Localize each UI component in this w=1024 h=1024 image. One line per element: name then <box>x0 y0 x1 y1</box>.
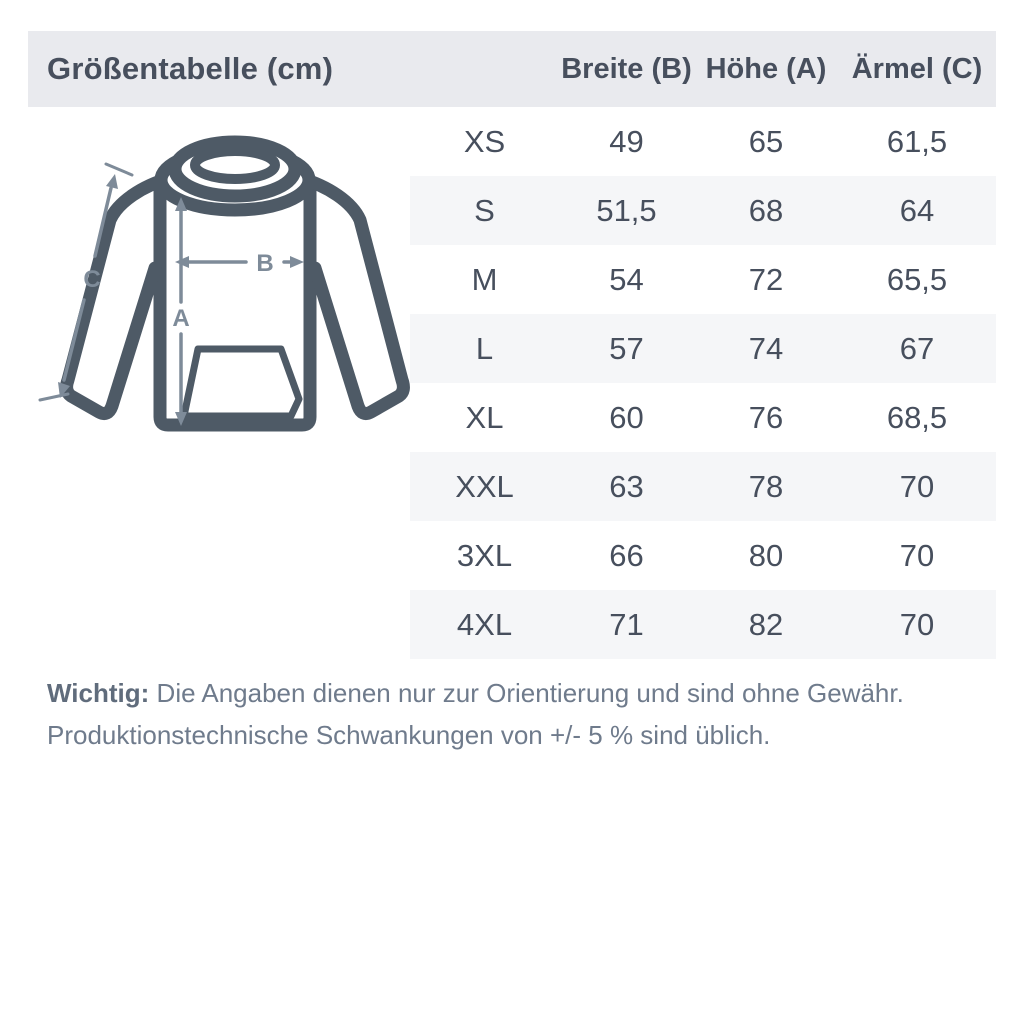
table-row-xxl <box>410 452 996 521</box>
table-row-s <box>410 176 996 245</box>
label-a: A <box>172 305 190 332</box>
header-bar <box>28 31 996 107</box>
table-row-m <box>410 245 996 314</box>
aermel-value: 70 <box>899 537 935 573</box>
page-title: Größentabelle (cm) <box>47 51 334 86</box>
size-label: XL <box>465 399 504 435</box>
hoehe-value: 80 <box>748 537 784 573</box>
hoodie-diagram <box>36 128 416 450</box>
label-b: B <box>256 250 274 277</box>
size-label: L <box>475 330 494 366</box>
breite-value: 54 <box>609 261 644 297</box>
footer-line-2: Produktionstechnische Schwankungen von +/- 5 % sind üblich. <box>47 720 771 750</box>
aermel-value: 61,5 <box>886 123 948 159</box>
aermel-value: 70 <box>899 606 935 642</box>
table-row-xl <box>410 383 996 452</box>
label-c: C <box>83 266 101 293</box>
table-row-l <box>410 314 996 383</box>
hoehe-value: 78 <box>748 468 784 504</box>
size-label: 4XL <box>456 606 513 642</box>
breite-value: 71 <box>609 606 644 642</box>
aermel-value: 65,5 <box>886 261 948 297</box>
breite-value: 49 <box>609 123 644 159</box>
table-row-4xl <box>410 590 996 659</box>
hoehe-value: 65 <box>748 123 784 159</box>
hoehe-value: 82 <box>748 606 784 642</box>
size-label: XS <box>463 123 506 159</box>
column-header-breite: Breite (B) <box>561 52 692 85</box>
column-header-aermel: Ärmel (C) <box>851 52 983 85</box>
size-label: XXL <box>455 468 514 504</box>
table-row-3xl <box>410 521 996 590</box>
footer-bold-label: Wichtig: <box>47 678 150 708</box>
column-header-hoehe: Höhe (A) <box>705 52 827 85</box>
size-label: 3XL <box>456 537 513 573</box>
footer-text-1: Die Angaben dienen nur zur Orientierung und sind ohne Gewähr. <box>156 678 904 708</box>
aermel-value: 68,5 <box>886 399 948 435</box>
aermel-value: 70 <box>899 468 935 504</box>
size-label: M <box>471 261 498 297</box>
hoehe-value: 76 <box>748 399 784 435</box>
breite-value: 51,5 <box>596 192 657 228</box>
footer-note <box>47 672 977 756</box>
breite-value: 63 <box>609 468 644 504</box>
breite-value: 66 <box>609 537 644 573</box>
size-table <box>410 107 996 659</box>
column-headers <box>410 31 996 107</box>
breite-value: 60 <box>609 399 644 435</box>
size-label: S <box>474 192 495 228</box>
hoehe-value: 72 <box>748 261 784 297</box>
breite-value: 57 <box>609 330 644 366</box>
aermel-value: 64 <box>899 192 935 228</box>
table-row-xs <box>410 107 996 176</box>
footer-line-1 <box>47 672 977 714</box>
arrow-b <box>175 256 304 268</box>
hoehe-value: 74 <box>748 330 784 366</box>
hoehe-value: 68 <box>748 192 784 228</box>
aermel-value: 67 <box>899 330 935 366</box>
